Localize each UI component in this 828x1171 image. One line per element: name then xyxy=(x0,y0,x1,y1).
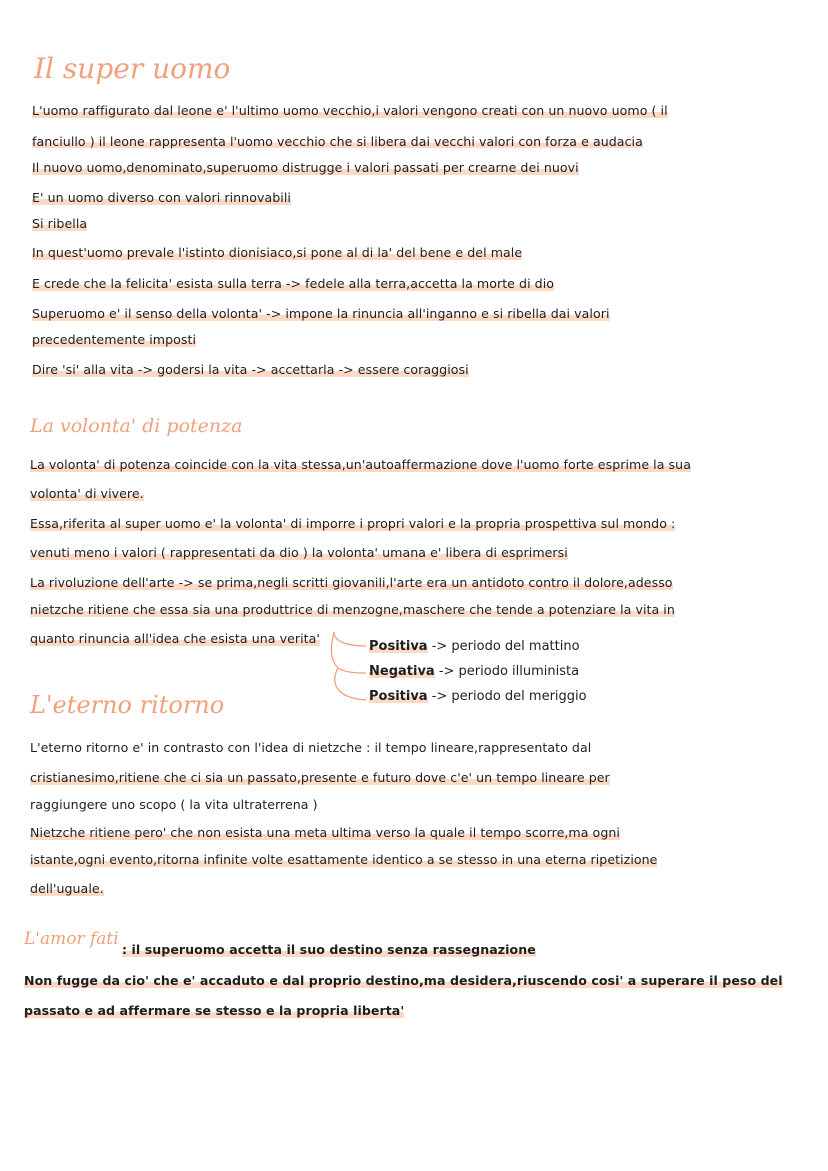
text-line: Dire 'si' alla vita -> godersi la vita -> accettarla -> essere coraggiosi xyxy=(32,362,469,377)
amor-intro: : il superuomo accetta il suo destino senza rassegnazione xyxy=(122,942,536,957)
section-title-eterno: L'eterno ritorno xyxy=(30,691,225,719)
branch-item xyxy=(369,639,580,654)
text-line: L'eterno ritorno e' in contrasto con l'idea di nietzche : il tempo lineare,rappresentato dal xyxy=(30,740,592,755)
text-line: In quest'uomo prevale l'istinto dionisiaco,si pone al di la' del bene e del male xyxy=(32,245,523,260)
text-line: Si ribella xyxy=(32,216,88,231)
branch-item xyxy=(369,689,587,704)
text-line: raggiungere uno scopo ( la vita ultraterrena ) xyxy=(30,797,318,812)
section-title-amor: L'amor fati xyxy=(24,929,119,949)
branch-key: Positiva xyxy=(369,689,428,704)
text-line: istante,ogni evento,ritorna infinite volte esattamente identico a se stesso in una eterna ripetizione xyxy=(30,852,658,867)
branch-bracket xyxy=(320,628,370,708)
text-line: E crede che la felicita' esista sulla terra -> fedele alla terra,accetta la morte di dio xyxy=(32,276,555,291)
section-title-volonta: La volonta' di potenza xyxy=(30,415,243,437)
text-line: Superuomo e' il senso della volonta' -> impone la rinuncia all'inganno e si ribella dai valori xyxy=(32,306,610,321)
branch-value: -> periodo illuminista xyxy=(438,664,580,679)
text-line: dell'uguale. xyxy=(30,881,104,896)
text-line-content: fanciullo ) il leone rappresenta l'uomo vecchio che si libera dai vecchi valori con forza e audacia xyxy=(32,134,643,149)
text-line: passato e ad affermare se stesso e la propria liberta' xyxy=(24,1003,405,1018)
text-line: Essa,riferita al super uomo e' la volonta' di imporre i propri valori e la propria prospettiva sul mondo : xyxy=(30,516,676,531)
text-line: venuti meno i valori ( rappresentati da dio ) la volonta' umana e' libera di esprimersi xyxy=(30,545,568,560)
branch-value: -> periodo del mattino xyxy=(431,639,580,654)
section-title-superuomo: Il super uomo xyxy=(34,52,231,85)
text-line: Non fugge da cio' che e' accaduto e dal proprio destino,ma desidera,riuscendo cosi' a superare il peso del xyxy=(24,973,783,988)
text-line: volonta' di vivere. xyxy=(30,486,144,501)
text-line xyxy=(32,133,643,150)
text-line: L'uomo raffigurato dal leone e' l'ultimo uomo vecchio,i valori vengono creati con un nuovo uomo ( il xyxy=(32,103,668,118)
text-line: nietzche ritiene che essa sia una produttrice di menzogne,maschere che tende a potenziare la vita in xyxy=(30,602,675,617)
text-line: Il nuovo uomo,denominato,superuomo distrugge i valori passati per crearne dei nuovi xyxy=(32,160,579,175)
branch-key: Negativa xyxy=(369,664,435,679)
text-line: cristianesimo,ritiene che ci sia un passato,presente e futuro dove c'e' un tempo lineare per xyxy=(30,770,610,785)
text-line: quanto rinuncia all'idea che esista una verita' xyxy=(30,631,320,646)
text-line: precedentemente imposti xyxy=(32,332,197,347)
text-line: Nietzche ritiene pero' che non esista una meta ultima verso la quale il tempo scorre,ma ogni xyxy=(30,825,620,840)
text-line: La volonta' di potenza coincide con la vita stessa,un'autoaffermazione dove l'uomo forte esprime la sua xyxy=(30,457,691,472)
text-line: E' un uomo diverso con valori rinnovabili xyxy=(32,190,291,205)
branch-item xyxy=(369,664,579,679)
text-line: La rivoluzione dell'arte -> se prima,negli scritti giovanili,l'arte era un antidoto contro il dolore,adesso xyxy=(30,575,673,590)
branch-key: Positiva xyxy=(369,639,428,654)
branch-value: -> periodo del meriggio xyxy=(431,689,587,704)
